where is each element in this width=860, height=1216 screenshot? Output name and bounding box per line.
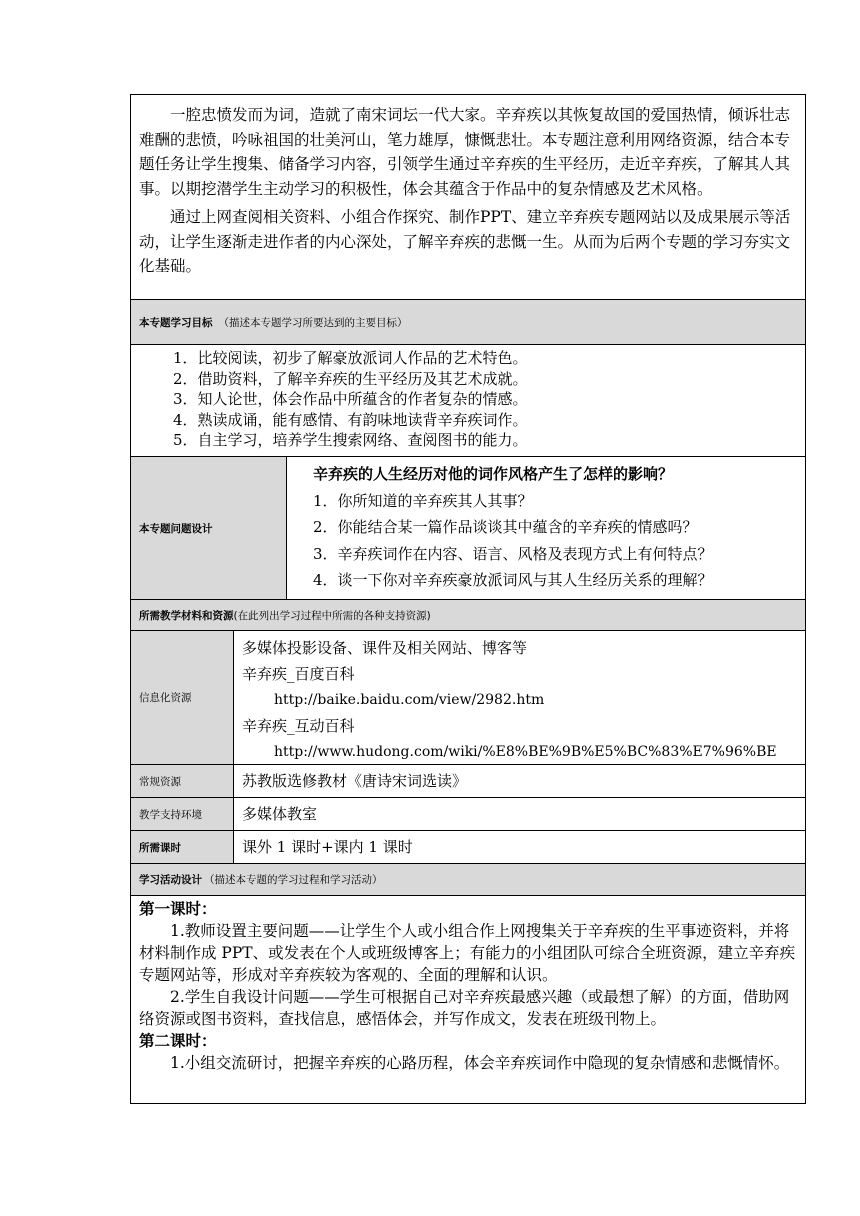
questions-row [130,456,806,600]
goal-item: 4．熟读成诵，能有感情、有韵味地读背辛弃疾词作。 [173,410,528,429]
info-line: 多媒体投影设备、课件及相关网站、博客等 [242,639,528,657]
question-item: 3．辛弃疾词作在内容、语言、风格及表现方式上有何特点？ [313,544,713,563]
intro-paragraph-1: 一腔忠愤发而为词，造就了南宋词坛一代大家。辛弃疾以其恢复故国的爱国热情，倾诉壮志难酬的悲愤，吟咏祖国的壮美河山，笔力雄厚，慷慨悲壮。本专题注意利用网络资源，结合本专题任务让学生搜集、储备学习内容，引领学生通过辛弃疾的生平经历，走近辛弃疾，了解其人其事。以期挖潜学生主动学习的积极性，体会其蕴含于作品中的复杂情感及艺术风格。 [139,106,791,198]
info-content [234,631,805,764]
regular-label: 常规资源 [139,775,181,788]
goals-list [130,344,806,457]
hours-label: 所需课时 [139,841,181,854]
materials-title: 所需教学材料和资源 [139,609,234,622]
activities-header [130,863,806,896]
regular-label-cell [131,765,234,797]
hours-value: 课外 1 课时+课内 1 课时 [242,838,413,856]
goal-item: 1．比较阅读，初步了解豪放派词人作品的艺术特色。 [173,349,528,367]
hours-label-cell [131,831,234,863]
lesson-2-title: 第二课时： [139,1031,217,1050]
materials-note: (在此列出学习过程中所需的各种支持资源) [233,609,431,622]
info-resources-row [130,630,806,765]
goal-item: 5．自主学习，培养学生搜索网络、查阅图书的能力。 [173,431,528,449]
questions-label: 本专题问题设计 [139,522,213,535]
env-value: 多媒体教室 [242,805,318,823]
lesson-1-step-1: 1.教师设置主要问题——让学生个人或小组合作上网搜集关于辛弃疾的生平事迹资料，并将材料制作成 PPT、或发表在个人或班级博客上；有能力的小组团队可综合全班资源，建立辛弃疾专题网站等，形成对辛弃疾较为客观的、全面的理解和认识。 [139,922,796,984]
info-label: 信息化资源 [139,692,192,704]
question-item: 4．谈一下你对辛弃疾豪放派词风与其人生经历关系的理解？ [313,571,713,589]
goals-note: （描述本专题学习所要达到的主要目标） [218,316,408,329]
materials-header [130,599,806,631]
hudong-link[interactable]: http://www.hudong.com/wiki/%E8%BE%9B%E5%BC%83%E7%96%BE [274,744,777,760]
env-label-cell [131,798,234,830]
info-label-cell [131,631,234,764]
regular-value: 苏教版选修教材《唐诗宋词选读》 [242,772,468,790]
questions-main: 辛弃疾的人生经历对他的词作风格产生了怎样的影响？ [313,465,674,483]
lesson-2-step-1: 1.小组交流研讨，把握辛弃疾的心路历程，体会辛弃疾词作中隐现的复杂情感和悲慨情怀。 [170,1054,790,1072]
environment-row [130,797,806,831]
activities-body [130,895,806,1104]
goal-item: 2．借助资料，了解辛弃疾的生平经历及其艺术成就。 [173,369,528,388]
env-label: 教学支持环境 [139,808,202,821]
question-item: 1．你所知道的辛弃疾其人其事？ [313,491,533,510]
goals-title: 本专题学习目标 [139,316,213,329]
questions-label-cell [131,457,287,599]
questions-content [287,457,805,599]
activities-title: 学习活动设计 [139,874,202,886]
activities-note: （描述本专题的学习过程和学习活动） [204,874,383,886]
info-line: 辛弃疾_互动百科 [242,717,355,735]
intro-paragraph-2: 通过上网查阅相关资料、小组合作探究、制作PPT、建立辛弃疾专题网站以及成果展示等活动，让学生逐渐走进作者的内心深处，了解辛弃疾的悲慨一生。从而为后两个专题的学习夯实文化基础。 [139,208,791,275]
regular-resources-row [130,764,806,798]
hours-row [130,830,806,864]
goals-header [130,299,806,345]
baidu-link[interactable]: http://baike.baidu.com/view/2982.htm [274,692,545,708]
intro-section [130,94,806,300]
question-item: 2．你能结合某一篇作品谈谈其中蕴含的辛弃疾的情感吗？ [313,518,698,536]
lesson-1-step-2: 2.学生自我设计问题——学生可根据自己对辛弃疾最感兴趣（或最想了解）的方面，借助网络资源或图书资料，查找信息，感悟体会，并写作成文，发表在班级刊物上。 [139,988,790,1028]
info-line: 辛弃疾_百度百科 [242,665,355,683]
lesson-1-title: 第一课时： [139,899,217,918]
goal-item: 3．知人论世，体会作品中所蕴含的作者复杂的情感。 [173,390,528,408]
